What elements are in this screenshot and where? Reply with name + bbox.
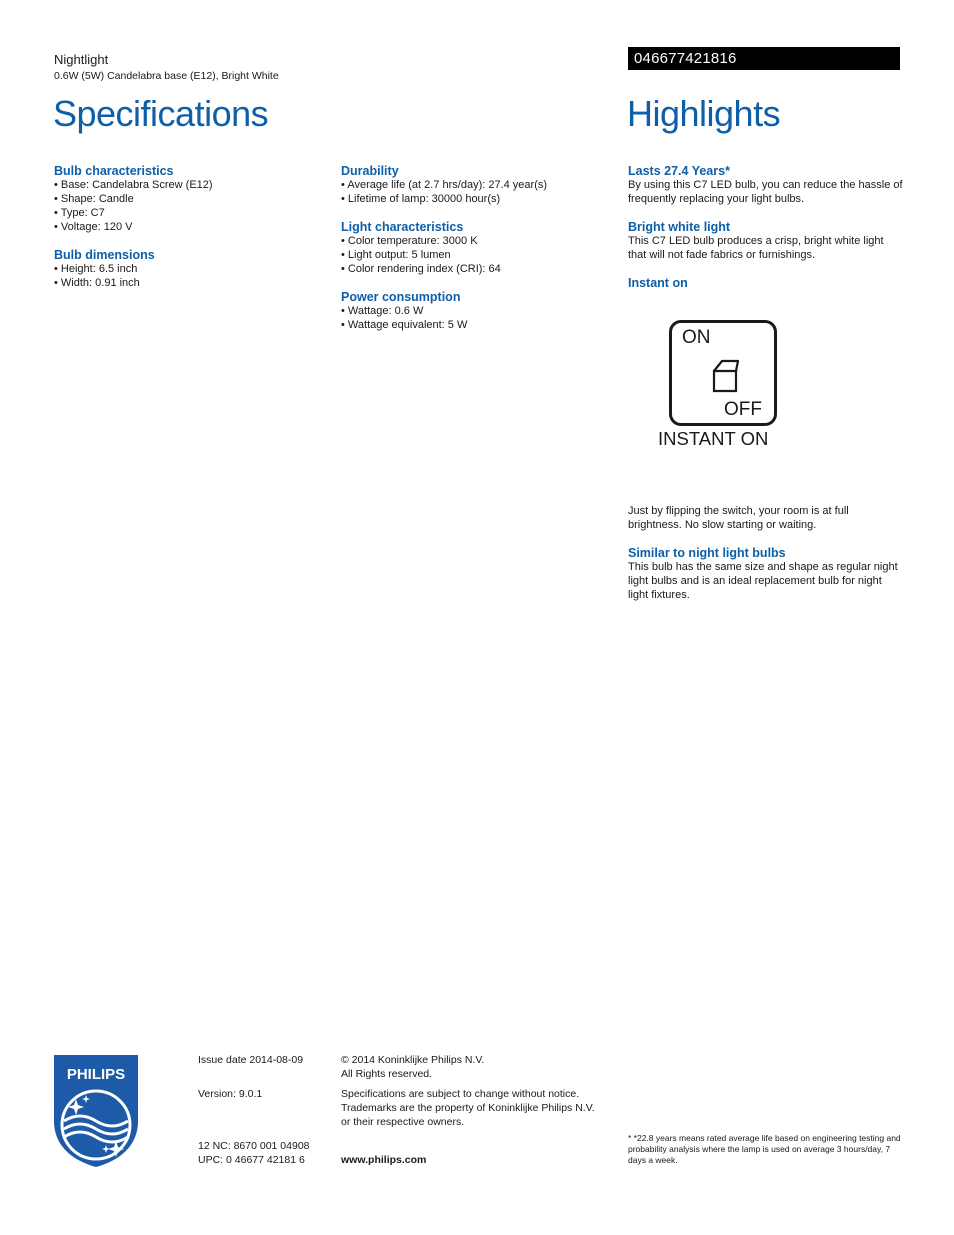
spec-section-heading: Light characteristics <box>341 220 464 234</box>
spec-section-bulb-dimensions <box>54 248 324 290</box>
spec-item: • Base: Candelabra Screw (E12) <box>54 178 324 192</box>
spec-section-heading: Bulb characteristics <box>54 164 174 178</box>
rights: All Rights reserved. <box>341 1068 433 1080</box>
specifications-title: Specifications <box>53 93 269 134</box>
highlight-heading: Lasts 27.4 Years* <box>628 164 730 178</box>
highlight-heading: Similar to night light bulbs <box>628 546 786 560</box>
notice-line: Trademarks are the property of Koninklijke Philips N.V. <box>341 1102 595 1114</box>
notice-line: or their respective owners. <box>341 1116 465 1128</box>
product-code-bar: 046677421816 <box>628 47 900 70</box>
footnote: * *22.8 years means rated average life based on engineering testing and probability analysis where the lamp is used on average 3 hours/day, 7 days a week. <box>628 1133 901 1165</box>
highlight-lasts <box>628 164 903 206</box>
product-name: Nightlight <box>54 52 109 67</box>
highlight-heading: Instant on <box>628 276 688 290</box>
spec-item: • Color rendering index (CRI): 64 <box>341 262 611 276</box>
highlight-text: This bulb has the same size and shape as regular night light bulbs and is an ideal replacement bulb for night light fixtures. <box>628 561 898 601</box>
highlight-heading: Bright white light <box>628 220 731 234</box>
spec-item: • Color temperature: 3000 K <box>341 234 611 248</box>
website-link[interactable]: www.philips.com <box>341 1154 427 1166</box>
highlight-similar <box>628 546 903 602</box>
spec-section-power-consumption <box>341 290 611 332</box>
switch-icon <box>712 359 740 393</box>
version: Version: 9.0.1 <box>198 1088 263 1100</box>
spec-item: • Height: 6.5 inch <box>54 262 324 276</box>
switch-caption: INSTANT ON <box>658 428 769 449</box>
copyright: © 2014 Koninklijke Philips N.V. <box>341 1054 485 1066</box>
instant-on-graphic <box>656 320 816 460</box>
specifications-column-left <box>54 164 324 304</box>
spec-item: • Width: 0.91 inch <box>54 276 324 290</box>
specifications-column-middle <box>341 164 611 346</box>
switch-off-label: OFF <box>724 399 762 420</box>
spec-section-heading: Bulb dimensions <box>54 248 155 262</box>
spec-section-heading: Durability <box>341 164 399 178</box>
highlights-title: Highlights <box>627 93 781 134</box>
spec-item: • Type: C7 <box>54 206 324 220</box>
highlights-column <box>628 164 903 616</box>
upc-number: UPC: 0 46677 42181 6 <box>198 1154 305 1166</box>
switch-on-label: ON <box>682 327 711 348</box>
highlight-text: This C7 LED bulb produces a crisp, bright white light that will not fade fabrics or furnishings. <box>628 235 884 261</box>
spec-section-bulb-characteristics <box>54 164 324 234</box>
philips-logo <box>54 1055 138 1167</box>
highlight-instant-on <box>628 276 903 532</box>
spec-item: • Wattage equivalent: 5 W <box>341 318 611 332</box>
spec-item: • Light output: 5 lumen <box>341 248 611 262</box>
spec-item: • Wattage: 0.6 W <box>341 304 611 318</box>
spec-item: • Voltage: 120 V <box>54 220 324 234</box>
switch-frame <box>669 320 777 426</box>
notice-line: Specifications are subject to change without notice. <box>341 1088 580 1100</box>
spec-item: • Lifetime of lamp: 30000 hour(s) <box>341 192 611 206</box>
spec-item: • Shape: Candle <box>54 192 324 206</box>
logo-wordmark: PHILIPS <box>66 1066 126 1083</box>
spec-section-durability <box>341 164 611 206</box>
highlight-text: Just by flipping the switch, your room is at full brightness. No slow starting or waiting. <box>628 505 849 531</box>
spec-item: • Average life (at 2.7 hrs/day): 27.4 year(s) <box>341 178 611 192</box>
highlight-bright-white <box>628 220 903 262</box>
spec-section-heading: Power consumption <box>341 290 461 304</box>
product-subtitle: 0.6W (5W) Candelabra base (E12), Bright White <box>54 70 279 82</box>
spec-section-light-characteristics <box>341 220 611 276</box>
issue-date: Issue date 2014-08-09 <box>198 1054 304 1066</box>
highlight-text: By using this C7 LED bulb, you can reduce the hassle of frequently replacing your light bulbs. <box>628 179 903 205</box>
nc-number: 12 NC: 8670 001 04908 <box>198 1140 310 1152</box>
